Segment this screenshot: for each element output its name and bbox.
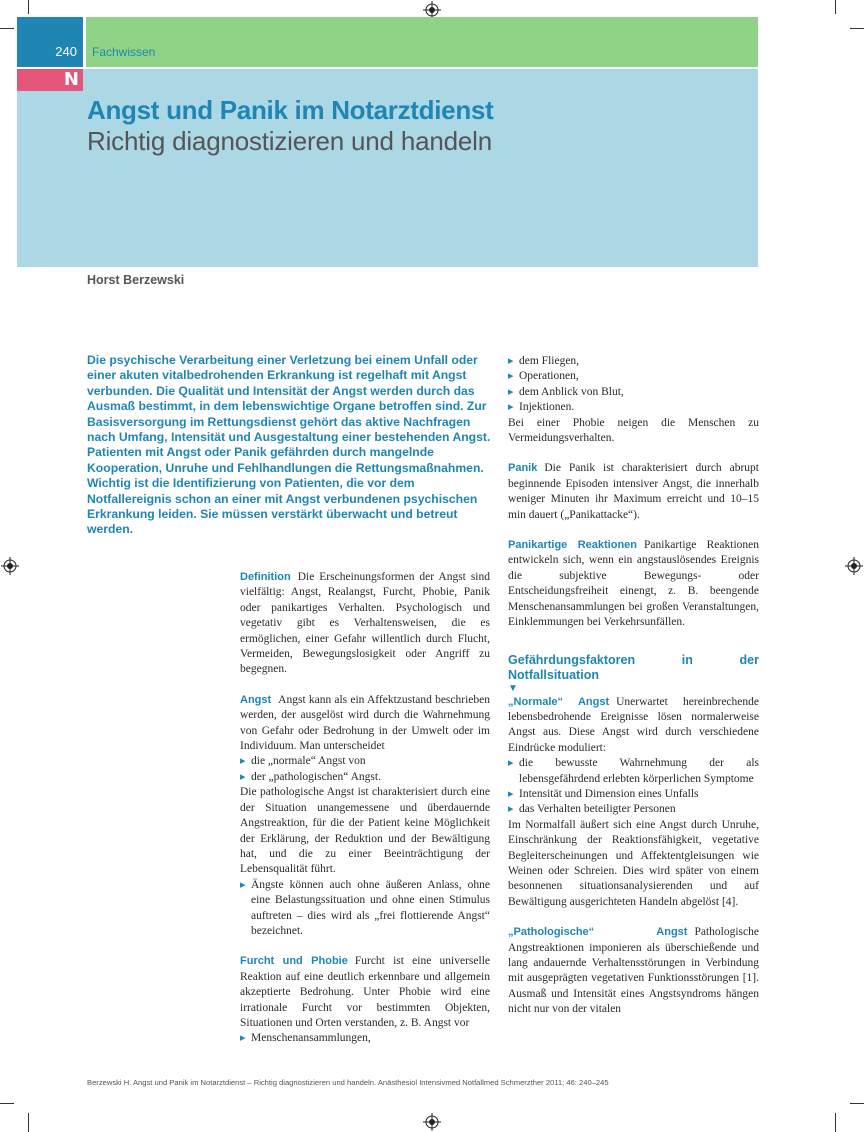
keyword: „Pathologische“ Angst xyxy=(508,926,688,939)
category-letter: N xyxy=(63,69,79,90)
normal-case-paragraph: Im Normalfall äußert sich eine Angst durch Unruhe, Einschränkung der Reaktionsfähigkeit, vegetative Begleiterscheinungen und Affektentgleisungen wie Weinen oder Schreien. Dies wird später von einem besonnenen situationsanalysierenden und auf Bewältigung ausgerichteten Handeln abgelöst [4]. xyxy=(508,818,759,908)
registration-mark-icon xyxy=(423,1113,441,1131)
list-item: ▸ dem Fliegen, xyxy=(508,354,759,369)
keyword: Panik xyxy=(508,462,538,475)
crop-mark xyxy=(850,1103,864,1104)
citation-footer: Berzewski H. Angst und Panik im Notarztdienst – Richtig diagnostizieren und handeln. Anästhesiol Intensivmed Notfallmed Schmerzther 2011; 46: 240–245 xyxy=(87,1078,609,1087)
list-item: ▸ Menschenansammlungen, xyxy=(240,1031,490,1046)
keyword: Angst xyxy=(240,693,272,706)
section-label: Fachwissen xyxy=(92,45,156,59)
body-column-middle xyxy=(240,570,490,1047)
body-column-right xyxy=(508,354,759,1018)
list-item: ▸ Intensität und Dimension eines Unfalls xyxy=(508,787,759,802)
list-item: ▸ Injektionen. xyxy=(508,400,759,415)
page-number-box xyxy=(17,17,83,67)
list-item: ▸ Ängste können auch ohne äußeren Anlass, ohne eine Belastungssituation und ohne einen Stimulus auftreten – dies wird als „frei flottierende Angst“ bezeichnet. xyxy=(240,878,490,940)
article-title: Angst und Panik im Notarztdienst xyxy=(87,95,494,125)
crop-mark xyxy=(835,0,836,14)
panik-paragraph: Panik Die Panik ist charakterisiert durch abrupt beginnende Episoden intensiver Angst, die innerhalb weniger Minuten ihr Maximum erreicht und 10–15 min dauert („Panikattacke“). xyxy=(508,462,759,521)
pathologische-angst-paragraph: „Pathologische“ Angst Pathologische Angstreaktionen imponieren als überschießende und lang andauernde Verhaltensstörungen in Verbindung mit ausgeprägten vegetativen Funktionsstörungen [1]. Ausmaß und Intensität eines Angstsyndroms hängen nicht nur von der vitalen xyxy=(508,926,759,1016)
list-item: ▸ die „normale“ Angst von xyxy=(240,754,490,769)
triangle-down-icon: ▼ xyxy=(508,682,518,694)
keyword: „Normale“ Angst xyxy=(508,695,610,708)
section-band xyxy=(86,17,758,67)
crop-mark xyxy=(0,28,14,29)
pathological-paragraph: Die pathologische Angst ist charakterisiert durch eine der Situation unangemessene und überdauernde Angstreaktion, für die der Patient keine Möglichkeit der Erklärung, der Reduktion und der Bewältigung hat, und die zu einer Beeinträchtigung der Lebensqualität führt. xyxy=(240,786,490,876)
definition-paragraph: Definition Die Erscheinungsformen der Angst sind vielfältig: Angst, Realangst, Furcht, Phobie, Panik oder panikartiges Verhalten. Psychologisch und vegetativ gibt es Verhaltensweisen, die es ermöglichen, einer Gefahr willentlich durch Flucht, Vermeiden, Bewegungslosigkeit oder Angriff zu begegnen. xyxy=(240,571,490,676)
angst-paragraph: Angst Angst kann als ein Affektzustand beschrieben werden, der ausgelöst wird durch die Wahrnehmung von Gefahr oder Bedrohung in der Umwelt oder im Individuum. Man unterscheidet xyxy=(240,693,490,753)
list-item: ▸ Operationen, xyxy=(508,369,759,384)
section-heading: Gefährdungsfaktoren in der Notfallsituation xyxy=(508,652,759,682)
panikartig-paragraph: Panikartige Reaktionen Panikartige Reaktionen entwickeln sich, wenn ein angstauslösendes Ereignis die subjektive Bewegungs- oder Entscheidungsfreiheit einengt, z. B. beengende Menschenansammlungen bei großen Veranstaltungen, Einklemmungen bei Verkehrsunfällen. xyxy=(508,539,759,629)
crop-mark xyxy=(850,28,864,29)
article-subtitle: Richtig diagnostizieren und handeln xyxy=(87,126,492,156)
registration-mark-icon xyxy=(1,557,19,575)
list-item: ▸ das Verhalten beteiligter Personen xyxy=(508,802,759,817)
keyword: Furcht und Phobie xyxy=(240,955,348,968)
registration-mark-icon xyxy=(845,557,863,575)
keyword: Panikartige Reaktionen xyxy=(508,539,638,552)
crop-mark xyxy=(28,0,29,14)
keyword: Definition xyxy=(240,571,291,583)
page-number: 240 xyxy=(55,44,77,59)
furcht-paragraph: Furcht und Phobie Furcht ist eine universelle Reaktion auf eine deutlich erkennbare und allgemein akzeptierte Bedrohung. Unter Phobie wird eine irrationale Furcht vor bestimmten Objekten, Situationen und Orten verstanden, z. B. Angst vor xyxy=(240,955,490,1029)
crop-mark xyxy=(835,1113,836,1132)
list-item: ▸ der „pathologischen“ Angst. xyxy=(240,770,490,785)
abstract: Die psychische Verarbeitung einer Verletzung bei einem Unfall oder einer akuten vitalbedrohenden Erkrankung ist regelhaft mit Angst verbunden. Die Qualität und Intensität der Angst werden durch das Ausmaß bestimmt, in dem lebenswichtige Organe betroffen sind. Zur Basisversorgung im Rettungsdienst gehört das aktive Nachfragen nach Umfang, Intensität und Ausgestaltung einer bestehenden Angst. Patienten mit Angst oder Panik gefährden durch mangelnde Kooperation, Unruhe und Fehlhandlungen die Rettungsmaßnahmen. Wichtig ist die Identifizierung von Patienten, die vor dem Notfallereignis schon an einer mit Angst verbundenen psychischen Erkrankung leiden. Sie müssen verstärkt überwacht und betreut werden. xyxy=(87,353,491,537)
crop-mark xyxy=(28,1113,29,1132)
author: Horst Berzewski xyxy=(87,273,185,287)
normale-angst-paragraph: „Normale“ Angst Unerwartet hereinbrechende lebensbedrohende Ereignisse lösen normalerweise Angst aus. Diese Angst wird durch verschiedene Eindrücke moduliert: xyxy=(508,695,759,754)
list-item: ▸ dem Anblick von Blut, xyxy=(508,385,759,400)
list-item: ▸ die bewusste Wahrnehmung der als lebensgefährdend erlebten körperlichen Symptome xyxy=(508,756,759,787)
crop-mark xyxy=(0,1103,14,1104)
phobia-paragraph: Bei einer Phobie neigen die Menschen zu Vermeidungsverhalten. xyxy=(508,416,759,445)
